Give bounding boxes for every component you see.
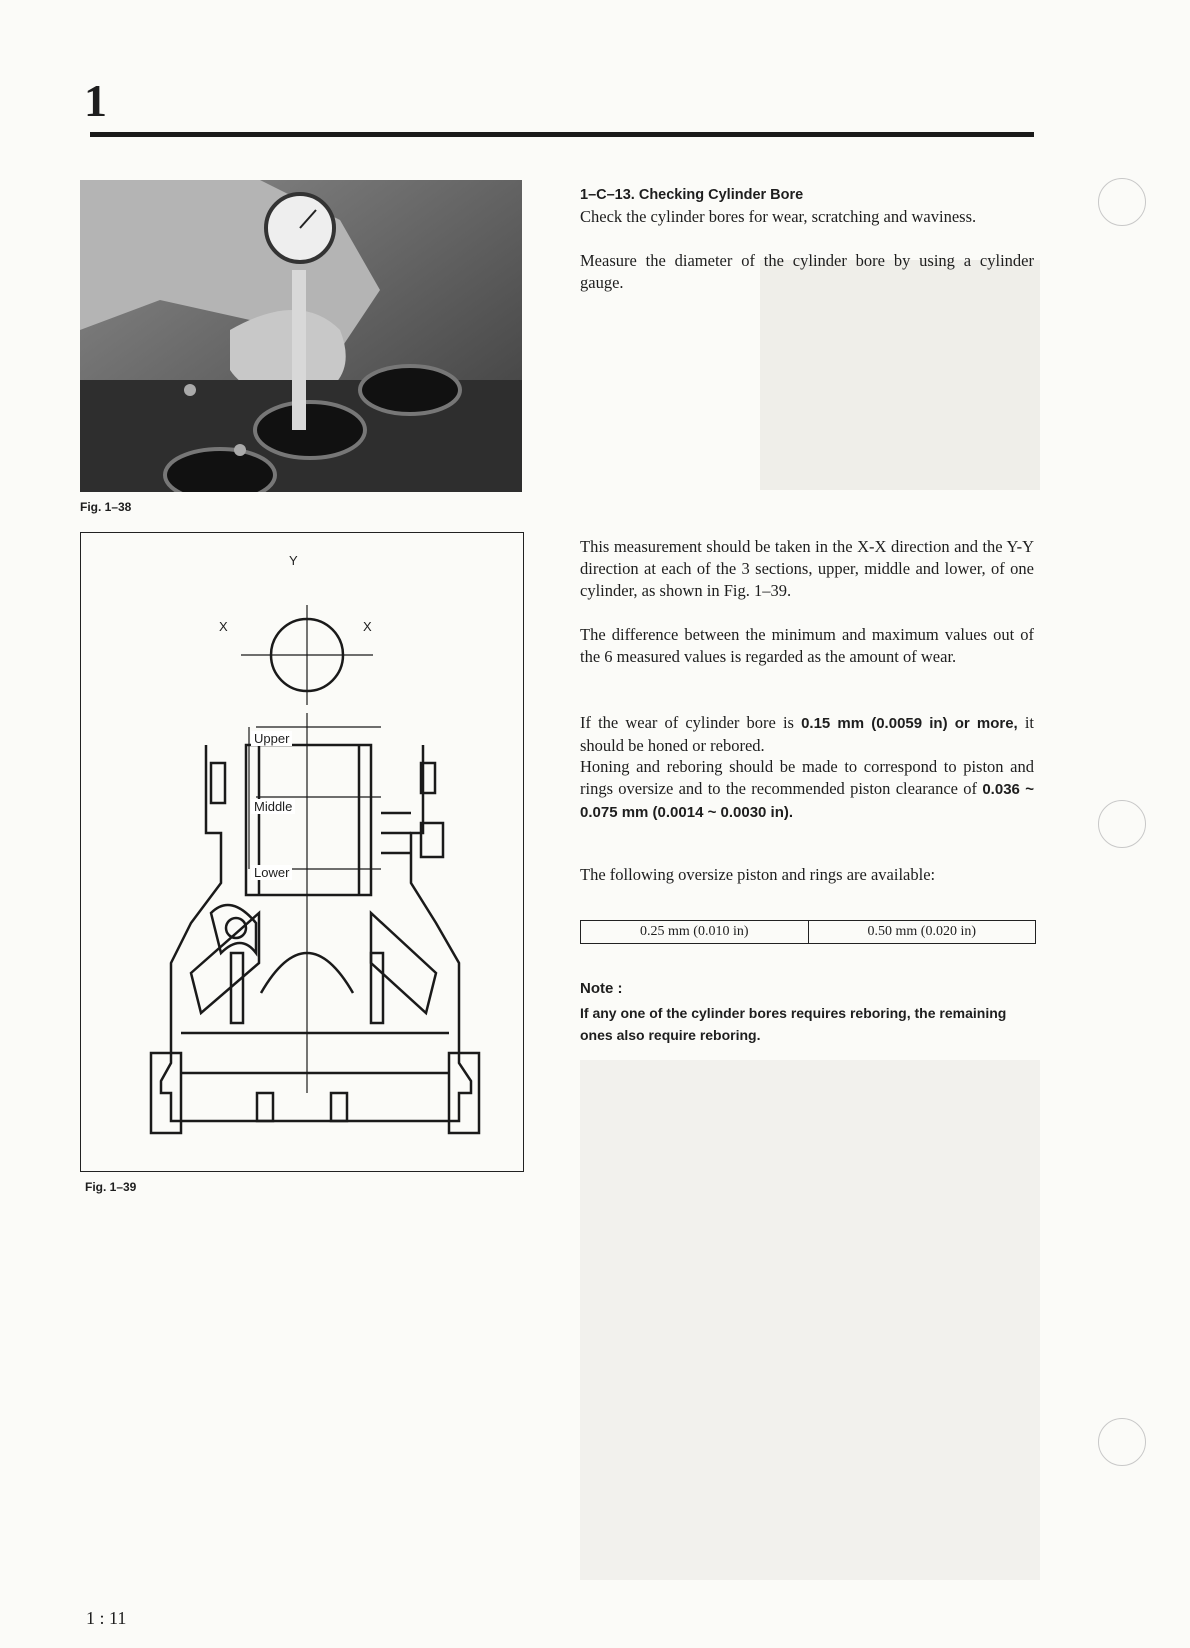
- middle-section-label: Middle: [251, 799, 295, 814]
- section-heading: 1–C–13. Checking Cylinder Bore: [580, 187, 804, 203]
- table-row: [581, 921, 1036, 944]
- punch-hole: [1098, 800, 1146, 848]
- paragraph: The following oversize piston and rings are available:: [580, 865, 936, 884]
- fig-1-39-caption: Fig. 1–39: [85, 1180, 137, 1194]
- note-label: Note :: [580, 980, 623, 997]
- chapter-number: 1: [84, 75, 107, 126]
- punch-hole: [1098, 178, 1146, 226]
- fig-1-38-photo: [80, 180, 522, 492]
- axis-y-label: Y: [289, 553, 298, 568]
- upper-section-label: Upper: [251, 731, 292, 746]
- clearance-paragraph: Honing and reboring should be made to correspond to piston and rings oversize and to the recommended piston clearance of 0.036 ~ 0.075 mm (0.0014 ~ 0.0030 in).: [580, 757, 1034, 821]
- bleed-through-area: [580, 1060, 1040, 1580]
- paragraph: The difference between the minimum and maximum values out of the 6 measured values is regarded as the amount of wear.: [580, 625, 1034, 666]
- note-text: If any one of the cylinder bores requires reboring, the remaining ones also require reboring.: [580, 1005, 1007, 1043]
- bleed-through-area: [760, 260, 1040, 490]
- wear-limit-paragraph: If the wear of cylinder bore is 0.15 mm (0.0059 in) or more, it should be honed or rebored.: [580, 713, 1034, 755]
- paragraph: This measurement should be taken in the X-X direction and the Y-Y direction at each of the 3 sections, upper, middle and lower, of one cylinder, as shown in Fig. 1–39.: [580, 537, 1034, 600]
- cylinder-block-drawing: [81, 533, 523, 1171]
- page-number: 1 : 11: [86, 1608, 127, 1628]
- table-cell: 0.50 mm (0.020 in): [808, 921, 1036, 944]
- clearance-value: 0.036 ~ 0.075 mm (0.0014 ~ 0.0030 in).: [580, 781, 1034, 821]
- fig-1-39-diagram: [80, 532, 524, 1172]
- fig-1-38-caption: Fig. 1–38: [80, 500, 132, 514]
- table-cell: 0.25 mm (0.010 in): [581, 921, 809, 944]
- lower-section-label: Lower: [251, 865, 292, 880]
- punch-hole: [1098, 1418, 1146, 1466]
- oversize-table: [580, 920, 1036, 944]
- wear-limit-value: 0.15 mm (0.0059 in) or more,: [801, 715, 1018, 732]
- axis-x-right-label: X: [363, 619, 372, 634]
- header-rule: [90, 132, 1034, 137]
- paragraph: Check the cylinder bores for wear, scratching and waviness.: [580, 207, 977, 226]
- axis-x-left-label: X: [219, 619, 228, 634]
- paragraph: Measure the diameter of the cylinder bore by using a cylinder gauge.: [580, 251, 1034, 292]
